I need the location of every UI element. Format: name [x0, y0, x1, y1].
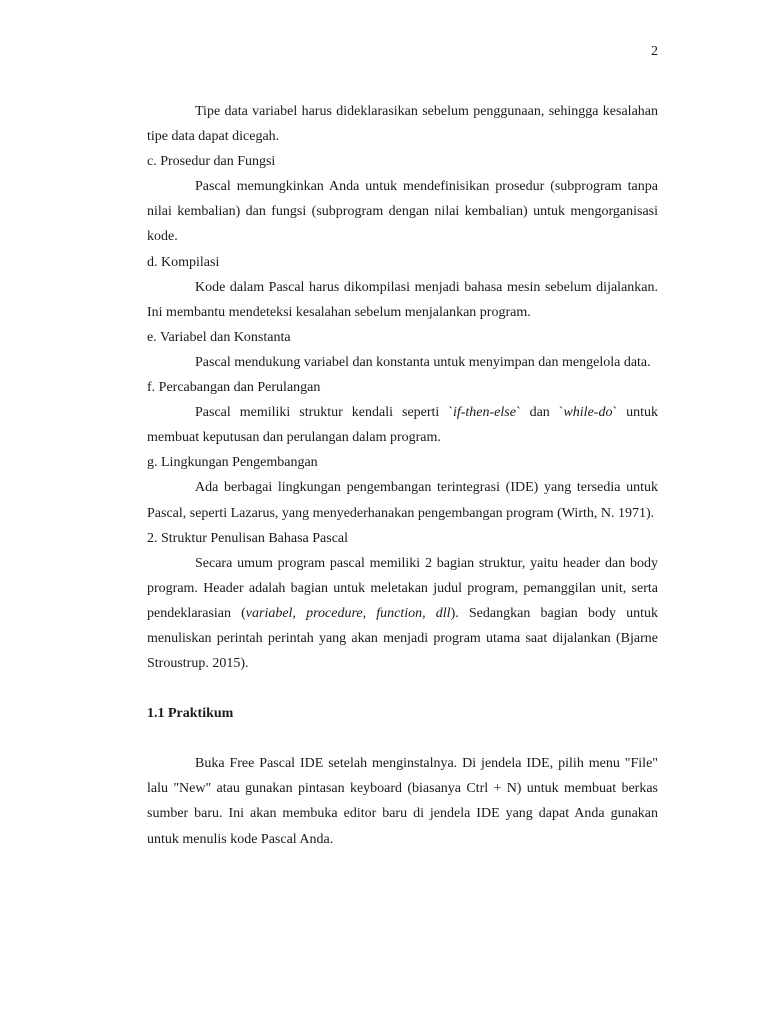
document-body	[147, 99, 658, 852]
text-segment: Secara umum program pascal memiliki 2 bagian struktur, yaitu header dan body program. Header adalah bagian untuk meletakan judul program, pemanggilan unit, serta pendeklarasian (	[147, 555, 658, 621]
paragraph-kompilasi: Kode dalam Pascal harus dikompilasi menjadi bahasa mesin sebelum dijalankan. Ini membantu mendeteksi kesalahan sebelum menjalankan program.	[147, 279, 658, 320]
paragraph-variabel-konstanta: Pascal mendukung variabel dan konstanta untuk menyimpan dan mengelola data.	[195, 354, 651, 370]
code-term-if-then-else: if-then-else	[452, 405, 516, 421]
paragraph-percabangan-perulangan	[147, 400, 658, 450]
paragraph-type-declaration: Tipe data variabel harus dideklarasikan sebelum penggunaan, sehingga kesalahan tipe data dapat dicegah.	[147, 104, 658, 145]
text-segment: ` untuk membuat keputusan dan perulangan dalam program.	[147, 405, 658, 446]
text-segment: ` dan `	[515, 405, 564, 421]
text-segment: ). Sedangkan bagian body untuk menuliskan perintah perintah yang akan menjadi program utama saat dijalankan (Bjarne Stroustrup. 2015).	[147, 605, 658, 672]
heading-kompilasi: d. Kompilasi	[147, 254, 220, 270]
heading-lingkungan-pengembangan: g. Lingkungan Pengembangan	[147, 455, 318, 471]
text-segment: Pascal memiliki struktur kendali seperti `	[195, 405, 453, 421]
paragraph-lingkungan-pengembangan: Ada berbagai lingkungan pengembangan terintegrasi (IDE) yang tersedia untuk Pascal, seperti Lazarus, yang menyederhanakan pengembangan program (Wirth, N. 1971).	[147, 480, 658, 521]
heading-variabel-konstanta: e. Variabel dan Konstanta	[147, 329, 291, 345]
code-term-while-do: while-do	[563, 405, 613, 421]
paragraph-prosedur-fungsi: Pascal memungkinkan Anda untuk mendefinisikan prosedur (subprogram tanpa nilai kembalian) dan fungsi (subprogram dengan nilai kembalian) untuk mengorganisasi kode.	[147, 179, 658, 245]
paragraph-struktur-penulisan	[147, 551, 658, 676]
heading-percabangan-perulangan: f. Percabangan dan Perulangan	[147, 380, 321, 396]
heading-prosedur-fungsi: c. Prosedur dan Fungsi	[147, 154, 276, 170]
paragraph-praktikum: Buka Free Pascal IDE setelah menginstalnya. Di jendela IDE, pilih menu "File" lalu "New" atau gunakan pintasan keyboard (biasanya Ctrl + N) untuk membuat berkas sumber baru. Ini akan membuka editor baru di jendela IDE yang dapat Anda gunakan untuk menulis kode Pascal Anda.	[147, 756, 658, 847]
section-title-praktikum: 1.1 Praktikum	[147, 706, 234, 722]
italic-term-list: variabel, procedure, function, dll	[245, 605, 451, 621]
page-number: 2	[651, 44, 658, 59]
heading-struktur-penulisan: 2. Struktur Penulisan Bahasa Pascal	[147, 530, 349, 546]
